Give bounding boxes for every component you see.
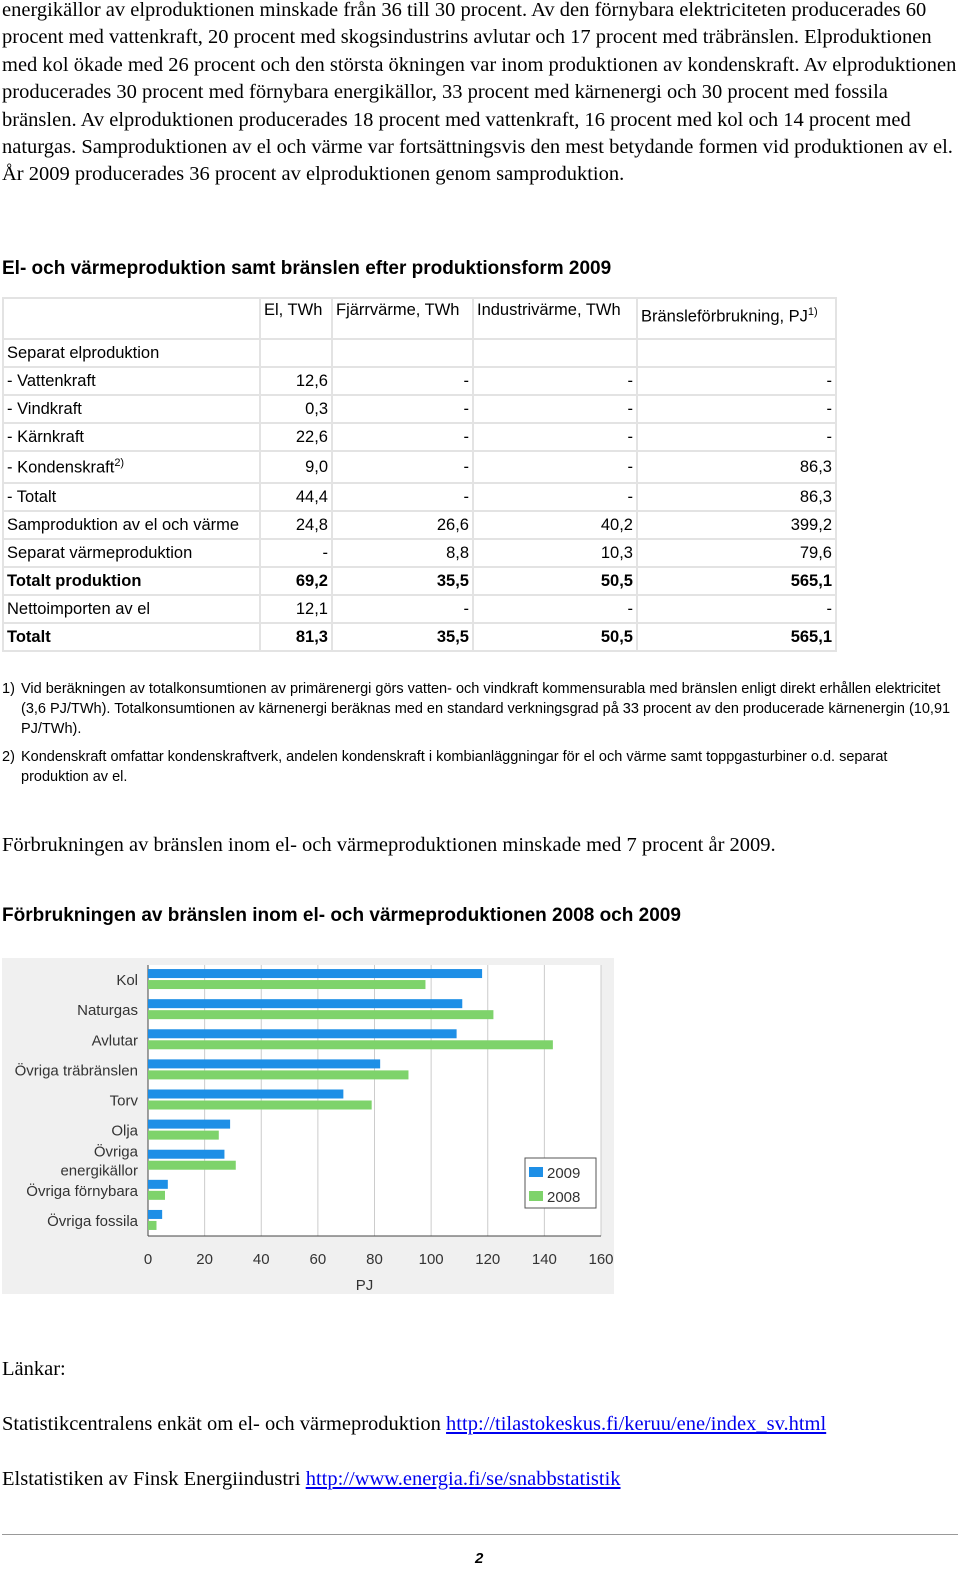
intro-paragraph: energikällor av elproduktionen minskade från 36 till 30 procent. Av den förnybara elektriciteten producerades 60 procent med vattenkraft, 20 procent med skogsindustrins avlutar och 17 procent med träbränslen. Elproduktionen med kol ökade med 26 procent och den största ökningen var inom produktionen av kondenskraft. Av elproduktionen producerades 30 procent med förnybara energikällor, 33 procent med kärnenergi och 30 procent med fossila bränslen. Av elproduktionen producerades 18 procent med vattenkraft, 16 procent med kol och 14 procent med naturgas. Samproduktionen av el och värme var fortsättningsvis den mest betydande formen vid produktionen av el. År 2009 producerades 36 procent av elproduktionen genom samproduktion. bbox=[2, 0, 957, 186]
cell-fjarrvarme: 35,5 bbox=[332, 567, 473, 595]
link-prefix: Elstatistiken av Finsk Energiindustri bbox=[2, 1468, 306, 1490]
row-label-text: - Kärnkraft bbox=[7, 427, 85, 446]
table-title: El- och värmeproduktion samt bränslen efter produktionsform 2009 bbox=[2, 258, 612, 279]
table-row bbox=[3, 483, 836, 511]
footnote-ref-2: 2) bbox=[114, 456, 125, 469]
footnote-2 bbox=[2, 747, 958, 787]
bar-2008 bbox=[148, 1040, 553, 1049]
cell-el: 12,6 bbox=[260, 367, 332, 395]
legend-label: 2008 bbox=[547, 1189, 581, 1206]
x-tick-label: 40 bbox=[252, 1251, 270, 1268]
header-el: El, TWh bbox=[260, 298, 332, 339]
cell-fjarrvarme: - bbox=[332, 595, 473, 623]
cell-industrivarme: - bbox=[473, 595, 637, 623]
row-label bbox=[3, 395, 260, 423]
cell-bransle: - bbox=[637, 423, 836, 451]
row-label-text: Totalt bbox=[7, 627, 51, 646]
table-row bbox=[3, 367, 836, 395]
section-label: Separat elproduktion bbox=[3, 339, 260, 367]
cell-bransle: - bbox=[637, 367, 836, 395]
row-label bbox=[3, 623, 260, 651]
bar-2009 bbox=[148, 999, 462, 1008]
row-label bbox=[3, 367, 260, 395]
row-label bbox=[3, 423, 260, 451]
link-statistikcentralen[interactable]: http://tilastokeskus.fi/keruu/ene/index_sv.html bbox=[446, 1413, 827, 1435]
bar-2008 bbox=[148, 1101, 372, 1110]
cell-fjarrvarme: - bbox=[332, 483, 473, 511]
row-label bbox=[3, 511, 260, 539]
cell-fjarrvarme: 26,6 bbox=[332, 511, 473, 539]
category-label: Övriga fossila bbox=[47, 1212, 138, 1230]
category-label: Olja bbox=[111, 1122, 138, 1140]
cell-el: - bbox=[260, 539, 332, 567]
legend-label: 2009 bbox=[547, 1165, 581, 1182]
row-label-text: Separat värmeproduktion bbox=[7, 543, 193, 562]
cell-fjarrvarme: - bbox=[332, 395, 473, 423]
footnote-number: 2) bbox=[2, 749, 15, 765]
links-label: Länkar: bbox=[2, 1358, 66, 1380]
cell-el: 81,3 bbox=[260, 623, 332, 651]
header-empty bbox=[3, 298, 260, 339]
cell-industrivarme: - bbox=[473, 451, 637, 483]
table-row bbox=[3, 451, 836, 483]
row-label-text: - Kondenskraft bbox=[7, 458, 115, 477]
x-tick-label: 100 bbox=[418, 1251, 444, 1268]
bar-2009 bbox=[148, 1180, 168, 1189]
footer-divider bbox=[2, 1534, 958, 1535]
row-label bbox=[3, 595, 260, 623]
cell-bransle: 565,1 bbox=[637, 567, 836, 595]
bar-2009 bbox=[148, 1210, 162, 1219]
bar-2009 bbox=[148, 1150, 224, 1159]
bar-2009 bbox=[148, 1090, 343, 1099]
row-label-text: - Vattenkraft bbox=[7, 371, 96, 390]
cell-industrivarme: - bbox=[473, 395, 637, 423]
footnote-text: Vid beräkningen av totalkonsumtionen av primärenergi görs vatten- och vindkraft kommensurabla med bränslen enligt direkt erhållen elektricitet (3,6 PJ/TWh). Totalkonsumtionen av kärnenergi beräknas med en standard verkningsgrad på 33 procent av den producerade kärnenergin (10,91 PJ/TWh). bbox=[21, 681, 951, 737]
x-tick-label: 20 bbox=[196, 1251, 213, 1268]
category-label: Övriga förnybara bbox=[26, 1182, 138, 1200]
bar-2008 bbox=[148, 1191, 165, 1200]
x-axis-label: PJ bbox=[355, 1277, 374, 1294]
cell-fjarrvarme: - bbox=[332, 423, 473, 451]
cell-industrivarme: - bbox=[473, 483, 637, 511]
bar-2009 bbox=[148, 969, 482, 978]
legend-swatch-2009 bbox=[529, 1167, 543, 1177]
category-label: Avlutar bbox=[91, 1032, 138, 1050]
page-number: 2 bbox=[475, 1550, 484, 1567]
category-label: Naturgas bbox=[77, 1002, 138, 1020]
table-header-row bbox=[3, 298, 836, 339]
cell-el: 9,0 bbox=[260, 451, 332, 483]
x-tick-label: 160 bbox=[588, 1251, 614, 1268]
table-row bbox=[3, 423, 836, 451]
table-row bbox=[3, 595, 836, 623]
cell-industrivarme: 50,5 bbox=[473, 567, 637, 595]
production-table bbox=[2, 297, 837, 652]
table-row bbox=[3, 623, 836, 651]
table-body bbox=[3, 367, 836, 651]
category-label: Övriga bbox=[93, 1143, 138, 1161]
header-fjarrvarme: Fjärrvärme, TWh bbox=[332, 298, 473, 339]
row-label bbox=[3, 539, 260, 567]
category-label: Kol bbox=[116, 972, 138, 990]
category-label: energikällor bbox=[60, 1162, 138, 1180]
cell-industrivarme: - bbox=[473, 423, 637, 451]
cell-bransle: 79,6 bbox=[637, 539, 836, 567]
row-label-text: Totalt produktion bbox=[7, 571, 142, 590]
bar-2008 bbox=[148, 1070, 408, 1079]
cell-el: 44,4 bbox=[260, 483, 332, 511]
bar-2008 bbox=[148, 1161, 236, 1170]
bar-2009 bbox=[148, 1029, 457, 1038]
row-label-text: - Totalt bbox=[7, 487, 57, 506]
cell-bransle: 86,3 bbox=[637, 483, 836, 511]
cell-el: 0,3 bbox=[260, 395, 332, 423]
row-label bbox=[3, 451, 260, 483]
bar-2008 bbox=[148, 1221, 156, 1230]
row-label bbox=[3, 567, 260, 595]
row-label-text: - Vindkraft bbox=[7, 399, 82, 418]
table-row bbox=[3, 539, 836, 567]
link-prefix: Statistikcentralens enkät om el- och värmeproduktion bbox=[2, 1413, 447, 1435]
bar-2008 bbox=[148, 1010, 493, 1019]
footnote-number: 1) bbox=[2, 681, 15, 697]
cell-industrivarme: 40,2 bbox=[473, 511, 637, 539]
cell-el: 24,8 bbox=[260, 511, 332, 539]
fuel-consumption-paragraph: Förbrukningen av bränslen inom el- och värmeproduktionen minskade med 7 procent år 2009. bbox=[2, 834, 776, 856]
cell-bransle: 86,3 bbox=[637, 451, 836, 483]
bar-2008 bbox=[148, 1131, 219, 1140]
header-industrivarme: Industrivärme, TWh bbox=[473, 298, 637, 339]
header-bransle-label: Bränsleförbrukning, PJ bbox=[641, 307, 808, 326]
footnote-1 bbox=[2, 679, 958, 739]
x-tick-label: 120 bbox=[475, 1251, 501, 1268]
link-energiindustri[interactable]: http://www.energia.fi/se/snabbstatistik bbox=[305, 1468, 621, 1490]
footnotes bbox=[2, 679, 958, 795]
footnote-ref-1: 1) bbox=[807, 306, 818, 318]
cell-fjarrvarme: 35,5 bbox=[332, 623, 473, 651]
table-row bbox=[3, 395, 836, 423]
cell-el: 69,2 bbox=[260, 567, 332, 595]
cell-el: 12,1 bbox=[260, 595, 332, 623]
cell-bransle: - bbox=[637, 395, 836, 423]
bar-2008 bbox=[148, 980, 425, 989]
category-label: Övriga träbränslen bbox=[14, 1062, 138, 1080]
cell-industrivarme: 10,3 bbox=[473, 539, 637, 567]
bar-2009 bbox=[148, 1059, 380, 1068]
fuel-consumption-chart bbox=[2, 958, 614, 1294]
category-label: Torv bbox=[109, 1092, 138, 1110]
row-label-text: Samproduktion av el och värme bbox=[7, 515, 240, 534]
header-bransleforbrukning bbox=[637, 298, 836, 339]
cell-bransle: 399,2 bbox=[637, 511, 836, 539]
cell-fjarrvarme: - bbox=[332, 451, 473, 483]
link-row-statistikcentralen bbox=[2, 1413, 826, 1436]
table-section-row bbox=[3, 339, 836, 367]
cell-bransle: - bbox=[637, 595, 836, 623]
chart-title: Förbrukningen av bränslen inom el- och värmeproduktionen 2008 och 2009 bbox=[2, 905, 681, 926]
cell-industrivarme: - bbox=[473, 367, 637, 395]
legend-swatch-2008 bbox=[529, 1191, 543, 1201]
x-tick-label: 0 bbox=[143, 1251, 153, 1268]
table-row bbox=[3, 567, 836, 595]
cell-fjarrvarme: - bbox=[332, 367, 473, 395]
table-row bbox=[3, 511, 836, 539]
cell-el: 22,6 bbox=[260, 423, 332, 451]
chart-canvas bbox=[2, 958, 614, 1294]
footnote-text: Kondenskraft omfattar kondenskraftverk, andelen kondenskraft i kombianläggningar för el och värme samt toppgasturbiner o.d. separat produktion av el. bbox=[21, 749, 888, 785]
row-label-text: Nettoimporten av el bbox=[7, 599, 151, 618]
x-tick-label: 80 bbox=[366, 1251, 383, 1268]
x-tick-label: 140 bbox=[531, 1251, 557, 1268]
cell-fjarrvarme: 8,8 bbox=[332, 539, 473, 567]
bar-2009 bbox=[148, 1120, 230, 1129]
cell-bransle: 565,1 bbox=[637, 623, 836, 651]
link-row-energiindustri bbox=[2, 1468, 621, 1491]
x-tick-label: 60 bbox=[309, 1251, 327, 1268]
cell-industrivarme: 50,5 bbox=[473, 623, 637, 651]
row-label bbox=[3, 483, 260, 511]
